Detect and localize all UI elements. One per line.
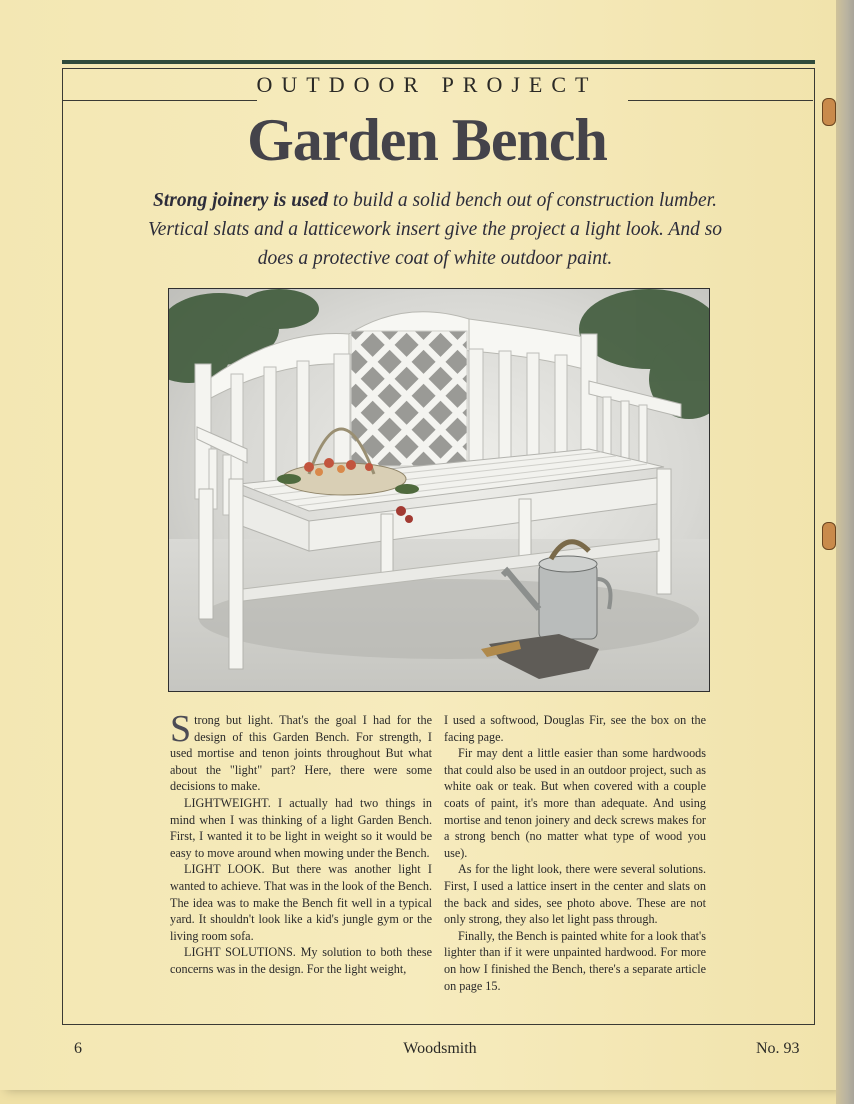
paragraph-text: trong but light. That's the goal I had for the design of this Garden Bench. For strength, I used mortise and tenon joints throughout But what about the "light" part? Here, there were some decisions to make. (170, 713, 432, 794)
article-column-2 (444, 712, 706, 994)
article-deck (140, 186, 730, 273)
paragraph: Fir may dent a little easier than some hardwoods that could also be used in an outdoor project, such as white oak or teak. But when covered with a couple coats of paint, it's more than adequate. And using mortise and tenon joinery and deck screws makes for a strong bench (no matter what type of wood you use). (444, 746, 706, 860)
paragraph: As for the light look, there were several solutions. First, I used a lattice insert in the center and slats on the back and sides, see photo above. These are not only strong, they also let light pass through. (444, 862, 706, 927)
paragraph: Finally, the Bench is painted white for a look that's lighter than if it were unpainted hardwood. For more on how I finished the Bench, there's a separate article on page 15. (444, 928, 706, 993)
magazine-name: Woodsmith (403, 1040, 477, 1057)
paragraph: LIGHT LOOK. But there was another light I wanted to achieve. That was in the look of the Bench. The idea was to make the Bench fit well in a typical yard. It shouldn't look like a kid's jungle gym or the living room sofa. (170, 862, 432, 943)
article-title: Garden Bench (247, 107, 607, 173)
page-number: 6 (74, 1040, 82, 1057)
section-kicker: OUTDOOR PROJECT (256, 72, 598, 97)
bench-photo (168, 288, 710, 692)
kicker-rule-right (628, 100, 813, 101)
drop-cap: S (170, 708, 192, 750)
deck-text: to build a solid bench out of construction lumber. Vertical slats and a latticework insert give the project a light look. And so does a protective coat of white outdoor paint. (147, 190, 723, 269)
page-tab-marker (822, 522, 836, 550)
paragraph: LIGHTWEIGHT. I actually had two things in mind when I was thinking of a light Garden Bench. First, I wanted it to be light in weight so it would be easy to move around when mowing under the Bench. (170, 795, 432, 860)
issue-number: No. 93 (756, 1040, 800, 1057)
garden-bench-illustration (169, 289, 709, 691)
paragraph: LIGHT SOLUTIONS. My solution to both these concerns was in the design. For the light weight, (170, 945, 432, 976)
paragraph (170, 708, 432, 795)
header-rule (62, 60, 815, 64)
kicker-rule-left (62, 100, 257, 101)
paragraph: I used a softwood, Douglas Fir, see the box on the facing page. (444, 713, 706, 744)
deck-lead: Strong joinery is used (153, 190, 329, 211)
article-column-1 (170, 708, 432, 978)
